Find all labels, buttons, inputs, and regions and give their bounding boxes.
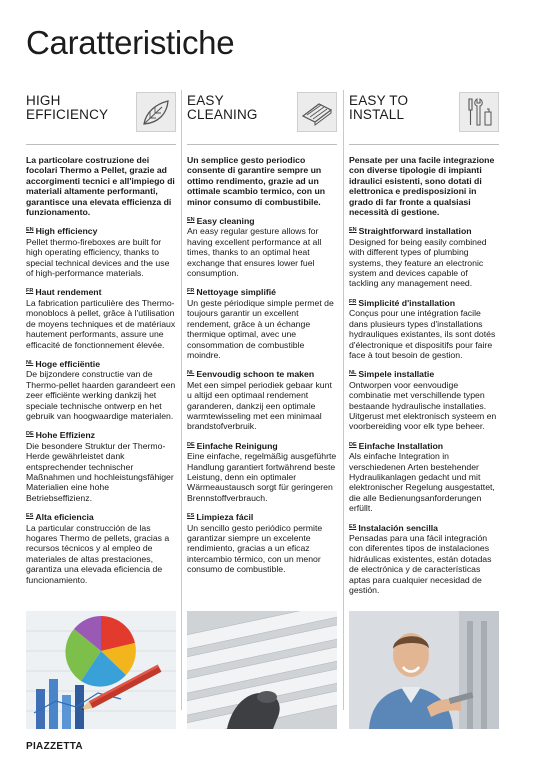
lang-code: DE: [26, 431, 34, 438]
block-heading: Nettoyage simplifié: [196, 287, 276, 298]
lang-code: DE: [187, 441, 195, 448]
block-heading: Hohe Effizienz: [35, 430, 96, 441]
lang-code: ES: [187, 513, 195, 520]
block-text: An easy regular gesture allows for having excellent performance at all times, thanks to an optimal heat exchange that ensures lower fuel consumption.: [187, 226, 322, 279]
block-heading: Simpele installatie: [358, 369, 435, 380]
column-header: [349, 86, 499, 145]
lang-code: EN: [187, 217, 195, 224]
column-title: EASY CLEANING: [187, 93, 258, 122]
block-text: Met een simpel periodiek gebaar kunt u altijd een optimaal rendement garanderen, dankzij een optimale warmtewisseling met een minimaal brandstofverbruik.: [187, 379, 332, 432]
lang-block-nl: [349, 369, 499, 431]
block-text: Designed for being easily combined with different types of plumbing systems, they feature an electronic system and devices capable of tackling any management need.: [349, 236, 487, 289]
block-heading: Eenvoudig schoon te maken: [196, 369, 315, 380]
column-intro: Pensate per una facile integrazione con diverse tipologie di impianti idraulici esistenti, sono dotati di elettronica e predisposizioni in grado di far fronte a qualsiasi necessità di gestione.: [349, 155, 495, 218]
block-text: Die besondere Struktur der Thermo-Herde gewährleistet dank entsprechender technischer Maßnahmen und hochleistungsfähiger Materialien eine hohe Betriebseffizienz.: [26, 440, 174, 503]
column-header: [187, 86, 337, 145]
block-heading: High efficiency: [35, 226, 98, 237]
chart-pencil-photo: [26, 611, 176, 729]
page-title: Caratteristiche: [26, 24, 235, 61]
lang-code: ES: [349, 523, 357, 530]
lang-code: FR: [187, 288, 195, 295]
lang-code: NL: [187, 370, 195, 377]
lang-code: DE: [349, 441, 357, 448]
block-text: Ontworpen voor eenvoudige combinatie met verschillende typen bestaande hydraulische installaties. Uitgerust met elektronisch systeem en voorbereiding voor elk type beheer.: [349, 379, 497, 432]
block-text: Eine einfache, regelmäßig ausgeführte Handlung garantiert fortwährend beste Leistung, denn ein optimaler Wärmeaustausch sorgt für geringeren Brennstoffverbrauch.: [187, 451, 337, 503]
lang-block-en: [349, 226, 499, 288]
lang-code: NL: [26, 359, 34, 366]
block-text: Pensadas para una fácil integración con diferentes tipos de instalaciones hidráulicas existentes, están dotadas de electrónica y de características aptas para cualquier necesidad de gestión.: [349, 533, 492, 596]
lang-block-es: [349, 523, 499, 596]
brand-logo: PIAZZETTA: [26, 741, 83, 752]
lang-block-de: [349, 441, 499, 514]
lang-block-nl: [187, 369, 337, 431]
lang-block-de: [26, 430, 176, 503]
block-text: Als einfache Integration in verschiedenen Arten bestehender Hydraulikanlagen gedacht und mit elektronischer Regelung ausgestattet, die alle Bedienungsanforderungen erfüllt.: [349, 451, 495, 514]
lang-code: FR: [26, 288, 34, 295]
block-text: La fabrication particulière des Thermo-monoblocs à pellet, grâce à l'utilisation de moyens techniques et de matériaux hautement performants, assure une efficacité de fonctionnement élevée.: [26, 297, 176, 350]
grille-cleaning-photo: [187, 611, 337, 729]
block-text: Un sencillo gesto periódico permite garantizar siempre un excelente rendimiento, gracias a un eficaz intercambio térmico, con un menor consumo de combustible.: [187, 522, 323, 575]
lang-block-fr: [349, 298, 499, 360]
lang-block-en: [26, 226, 176, 278]
lang-code: FR: [349, 298, 357, 305]
column-easy-to-install: [349, 86, 499, 595]
lang-block-es: [26, 512, 176, 585]
column-intro: La particolare costruzione dei focolari Thermo a Pellet, grazie ad accorgimenti tecnici e all'impiego di materiali altamente performanti, garantisce una elevata efficienza di funzionamento.: [26, 155, 175, 218]
block-heading: Easy cleaning: [196, 216, 255, 227]
block-heading: Einfache Installation: [358, 440, 444, 451]
lang-block-nl: [26, 359, 176, 421]
block-text: La particular construcción de las hogares Thermo de pellets, gracias a recursos técnicos y al empleo de materiales de altas prestaciones, garantiza una elevada eficiencia de funcionamiento.: [26, 522, 170, 585]
lang-code: EN: [349, 227, 357, 234]
block-heading: Einfache Reinigung: [196, 440, 278, 451]
lang-block-fr: [26, 287, 176, 349]
efficiency-leaf-icon: [136, 92, 176, 132]
lang-block-de: [187, 441, 337, 503]
block-heading: Instalación sencilla: [358, 522, 439, 533]
lang-code: ES: [26, 513, 34, 520]
block-text: Conçus pour une intégration facile dans plusieurs types d'installations hydrauliques existantes, ils sont dotés d'électronique et dispositifs pour faire face à tout besoin de gestion.: [349, 308, 496, 360]
block-heading: Simplicité d'installation: [358, 297, 456, 308]
block-heading: Hoge efficiëntie: [35, 358, 101, 369]
block-text: De bijzondere constructie van de Thermo-pellet haarden garandeert een zeer efficiënte werking dankzij het speciale technische ontwerp en het gebruik van hoogwaardige materialen.: [26, 369, 176, 421]
install-tools-icon: [459, 92, 499, 132]
column-title: HIGH EFFICIENCY: [26, 93, 109, 122]
block-heading: Straightforward installation: [358, 226, 472, 237]
block-heading: Limpieza fácil: [196, 512, 254, 523]
cleaning-grille-icon: [297, 92, 337, 132]
installer-man-photo: [349, 611, 499, 729]
lang-block-en: [187, 216, 337, 278]
block-text: Pellet thermo-fireboxes are built for high operating efficiency, thanks to special technical devices and the use of high-performance materials.: [26, 236, 170, 279]
block-heading: Alta eficiencia: [35, 512, 94, 523]
lang-code: EN: [26, 227, 34, 234]
column-title: EASY TO INSTALL: [349, 93, 409, 122]
lang-code: NL: [349, 370, 357, 377]
column-high-efficiency: [26, 86, 176, 585]
column-intro: Un semplice gesto periodico consente di garantire sempre un ottimo rendimento, grazie ad un ottimale scambio termico, con un minor consumo di combustibile.: [187, 155, 326, 207]
lang-block-es: [187, 512, 337, 574]
column-header: [26, 86, 176, 145]
column-easy-cleaning: [187, 86, 337, 575]
block-text: Un geste périodique simple permet de toujours garantir un excellent rendement, grâce à un échange thermique optimal, avec une consommation de combustible moindre.: [187, 297, 334, 360]
block-heading: Haut rendement: [35, 287, 102, 298]
lang-block-fr: [187, 287, 337, 360]
